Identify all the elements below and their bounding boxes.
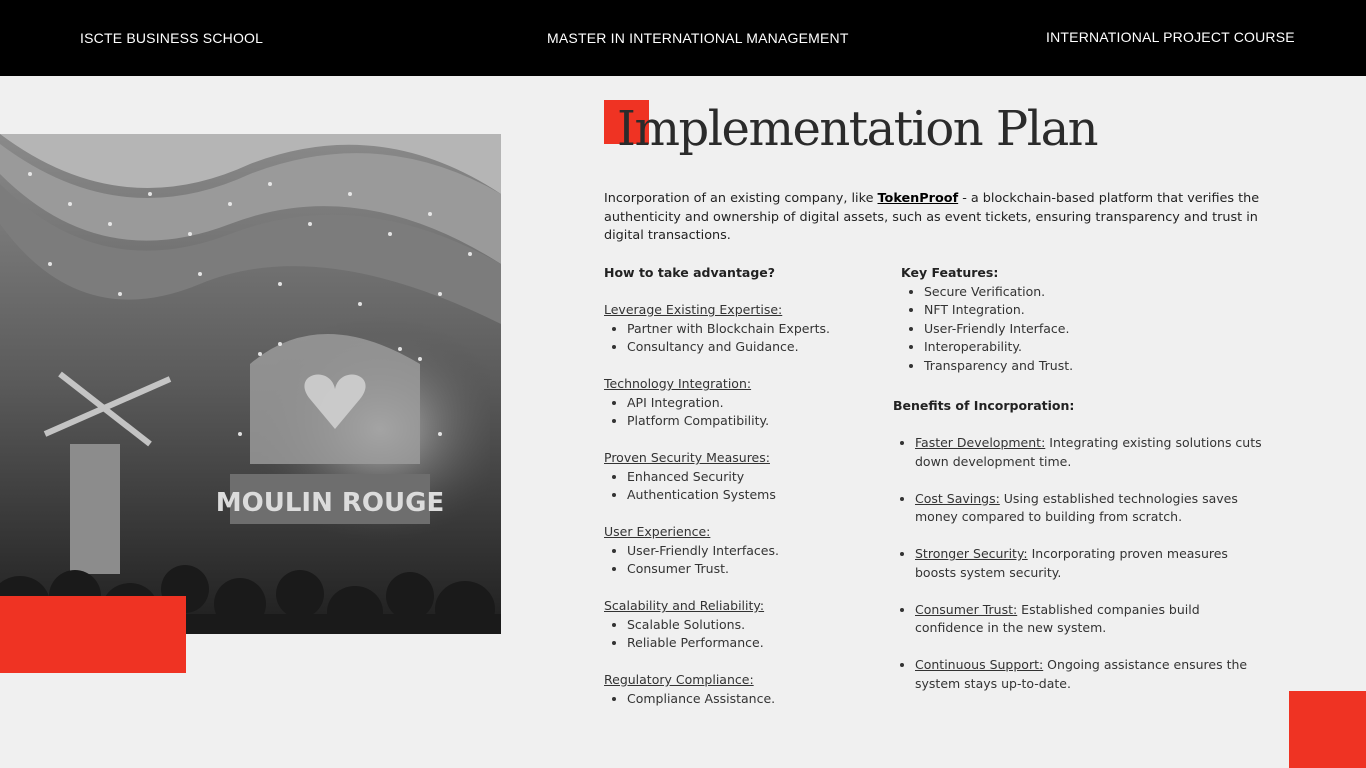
section-security	[604, 449, 894, 505]
list-item: • Enhanced Security	[627, 468, 894, 487]
benefit-text: Incorporating proven measures boosts system security.	[915, 546, 1228, 580]
section-title: Regulatory Compliance:	[604, 672, 754, 687]
accent-block-bottom-right	[1289, 691, 1366, 768]
benefits-heading: Benefits of Incorporation:	[893, 398, 1075, 413]
benefit-title: Cost Savings:	[915, 490, 1000, 506]
list-item: • Consumer Trust.	[627, 560, 894, 579]
benefit-text: Established companies build confidence in the new system.	[915, 601, 1200, 635]
section-regulatory	[604, 671, 894, 708]
benefits-list	[893, 434, 1265, 693]
page-title: Implementation Plan	[617, 101, 1098, 157]
list-item: • Platform Compatibility.	[627, 412, 894, 431]
benefit-item	[915, 490, 1265, 527]
benefit-title: Consumer Trust:	[915, 601, 1018, 617]
section-list	[604, 616, 894, 653]
benefit-text: Ongoing assistance ensures the system stays up-to-date.	[915, 657, 1248, 691]
benefit-item	[915, 656, 1265, 693]
features-list	[893, 283, 1263, 376]
theater-photo	[0, 134, 501, 634]
section-title: Scalability and Reliability:	[604, 598, 765, 613]
section-list	[604, 320, 894, 357]
list-item: • Authentication Systems	[627, 486, 894, 505]
section-user-experience	[604, 523, 894, 579]
section-technology	[604, 375, 894, 431]
list-item: • API Integration.	[627, 394, 894, 413]
intro-text-after: - a blockchain-based platform that verifies the authenticity and ownership of digital assets, such as event tickets, ensuring transparency and trust in digital transactions.	[604, 191, 1260, 243]
section-list	[604, 690, 894, 709]
list-item: • Scalable Solutions.	[627, 616, 894, 635]
section-list	[604, 542, 894, 579]
header-school: ISCTE BUSINESS SCHOOL	[80, 30, 264, 46]
how-heading: How to take advantage?	[604, 265, 776, 280]
list-item: • Consultancy and Guidance.	[627, 338, 894, 357]
tokenproof-link[interactable]: TokenProof	[877, 191, 959, 206]
photo-sign: MOULIN ROUGE	[215, 488, 445, 518]
benefit-item	[915, 434, 1265, 471]
benefit-item	[915, 545, 1265, 582]
intro-paragraph	[604, 190, 1264, 246]
header-course: INTERNATIONAL PROJECT COURSE	[1046, 29, 1295, 45]
section-title: Technology Integration:	[604, 376, 752, 391]
benefit-text: Using established technologies saves money compared to building from scratch.	[915, 490, 1238, 524]
header-program: MASTER IN INTERNATIONAL MANAGEMENT	[547, 30, 849, 46]
intro-text-before: Incorporation of an existing company, like	[604, 191, 878, 206]
section-expertise	[604, 301, 894, 357]
benefit-item	[915, 601, 1265, 638]
list-item: • User-Friendly Interfaces.	[627, 542, 894, 561]
feature-item: • Interoperability.	[924, 338, 1263, 357]
list-item: • Partner with Blockchain Experts.	[627, 320, 894, 339]
benefit-title: Continuous Support:	[915, 657, 1044, 672]
section-scalability	[604, 597, 894, 653]
feature-item: • User-Friendly Interface.	[924, 320, 1263, 339]
section-title: Proven Security Measures:	[604, 450, 770, 465]
list-item: • Reliable Performance.	[627, 634, 894, 653]
section-title: User Experience:	[604, 524, 711, 539]
feature-item: • Transparency and Trust.	[924, 357, 1263, 376]
header-bar	[0, 0, 1366, 76]
feature-item: • NFT Integration.	[924, 301, 1263, 320]
benefit-title: Stronger Security:	[915, 546, 1028, 561]
benefit-text: Integrating existing solutions cuts down development time.	[915, 435, 1262, 469]
benefit-title: Faster Development:	[915, 435, 1046, 450]
features-benefits-column	[893, 264, 1263, 712]
feature-item: • Secure Verification.	[924, 283, 1263, 302]
accent-block-left	[0, 596, 186, 673]
section-title: Leverage Existing Expertise:	[604, 302, 783, 317]
how-to-column	[604, 264, 894, 727]
section-list	[604, 468, 894, 505]
list-item: • Compliance Assistance.	[627, 690, 894, 709]
features-heading: Key Features:	[901, 265, 999, 280]
section-list	[604, 394, 894, 431]
